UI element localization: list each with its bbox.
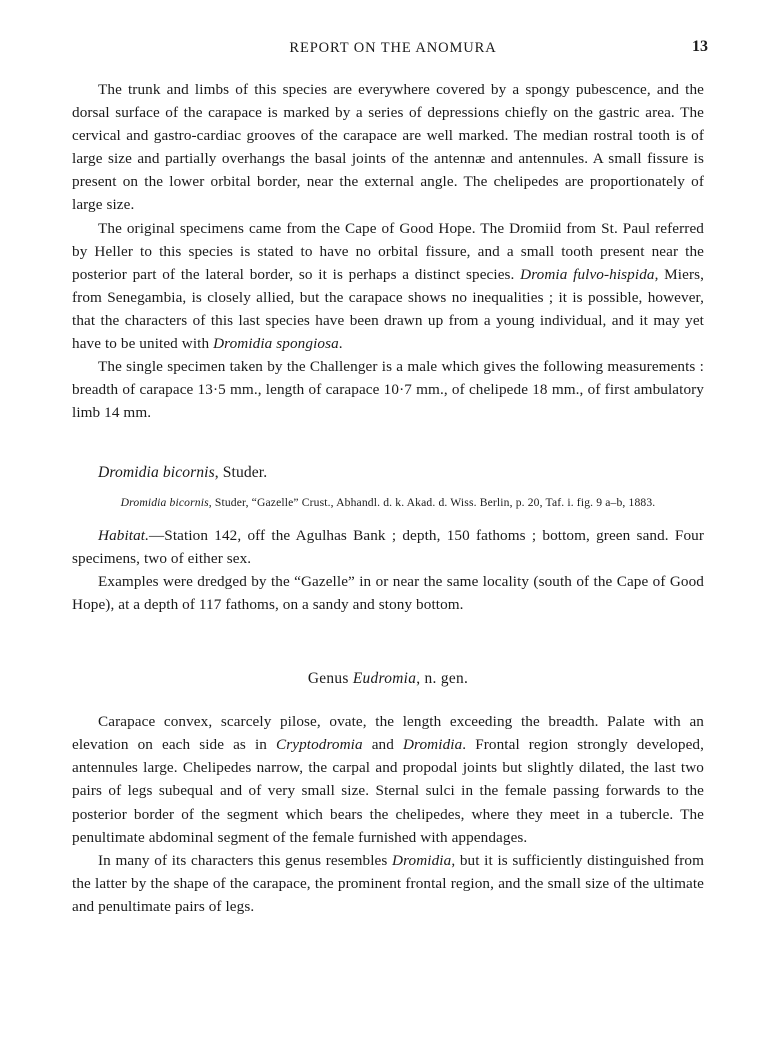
examples-paragraph: Examples were dredged by the “Gazelle” in or near the same locality (south of the Cape of Good Hope), at a depth of 117 fathoms, on a sandy and stony bottom. [72, 572, 704, 614]
habitat-text: —Station 142, off the Agulhas Bank ; depth, 150 fathoms ; bottom, green sand. Four specimens, two of either sex. [72, 526, 704, 567]
body-text-block [72, 78, 704, 424]
running-head: REPORT ON THE ANOMURA [289, 40, 497, 56]
citation-reference: , Studer, “Gazelle” Crust., Abhandl. d. k. Akad. d. Wiss. Berlin, p. 20, Taf. i. fig. 9 a–b, 1883. [208, 496, 656, 510]
spacer-before-citation [72, 482, 704, 494]
species-heading-author: , Studer. [214, 464, 268, 482]
genus-label-suffix: , n. gen. [416, 670, 469, 688]
page-number: 13 [692, 38, 708, 55]
spacer-after-genus-heading [72, 688, 704, 710]
genus-ref-dromidia-2: Dromidia [392, 851, 452, 869]
genus-name: Eudromia [352, 670, 417, 688]
genus-p2-part-a: In many of its characters this genus resembles [98, 851, 392, 869]
species-heading [72, 464, 704, 482]
habitat-label: Habitat. [98, 526, 150, 544]
citation-species-name: Dromidia bicornis [120, 496, 209, 510]
habitat-paragraph [72, 524, 704, 570]
species-name-dromidia-spongiosa: Dromidia spongiosa [213, 335, 339, 353]
genus-p1-part-c: . Frontal region strongly developed, antennules large. Chelipedes narrow, the carpal and propodal joints but slightly dilated, the last two pairs of legs subequal and of very small size. Sternal sulci in the female passing forwards to the posterior border of the segment which bears the chelipedes, where they meet in a tubercle. The penultimate abdominal segment of the female furnished with appendages. [72, 736, 704, 846]
paragraph-1: The trunk and limbs of this species are everywhere covered by a spongy pubescence, and the dorsal surface of the carapace is marked by a series of depressions chiefly on the gastric area. The cervical and gastro-cardiac grooves of the carapace are well marked. The median rostral tooth is of large size and partially overhangs the basal joints of the antennæ and antennules. A small fissure is present on the lower orbital border, near the external angle. The chelipedes are proportionately of large size. [72, 81, 704, 214]
paragraph-2 [72, 217, 704, 356]
genus-paragraph-1 [72, 710, 704, 849]
paragraph-3: The single specimen taken by the Challenger is a male which gives the following measurements : breadth of carapace 13·5 mm., length of carapace 10·7 mm., of chelipede 18 mm., of first ambulatory limb 14 mm. [72, 358, 704, 422]
paragraph-2-tail: . [338, 335, 343, 353]
genus-p1-part-b: and [362, 736, 403, 754]
paragraph-2-lead: The original specimens came from the Cape of Good Hope. The Dromiid from St. Paul referred by Heller to this species is stated to have no orbital fissure, and a small tooth present near the posterior part of the lateral border, so it is perhaps a distinct species. [72, 219, 704, 283]
page-header [72, 38, 708, 70]
page-content [72, 38, 708, 918]
species-name-dromia-fulvo-hispida: Dromia fulvo-hispida [520, 265, 655, 283]
genus-p2-part-b: , but it is sufficiently distinguished from the latter by the shape of the carapace, the prominent frontal region, and the small size of the ultimate and penultimate pairs of legs. [72, 851, 704, 915]
spacer-before-genus-heading [72, 616, 704, 670]
spacer-before-species-heading [72, 424, 704, 464]
spacer-before-habitat [72, 512, 704, 524]
genus-ref-cryptodromia: Cryptodromia [275, 736, 363, 754]
genus-label-prefix: Genus [307, 670, 353, 688]
species-citation [72, 494, 704, 511]
paragraph-2-middle: , Miers, from Senegambia, is closely allied, but the carapace shows no inequalities ; it is possible, however, that the characters of this last species have been drawn up from a young individual, and it may yet have to be united with [72, 265, 705, 353]
genus-paragraph-2 [72, 849, 704, 918]
genus-p1-part-a: Carapace convex, scarcely pilose, ovate, the length exceeding the breadth. Palate with an elevation on each side as in [72, 713, 704, 754]
species-heading-name: Dromidia bicornis [98, 464, 215, 482]
genus-ref-dromidia-1: Dromidia [402, 736, 463, 754]
genus-heading [72, 670, 704, 688]
